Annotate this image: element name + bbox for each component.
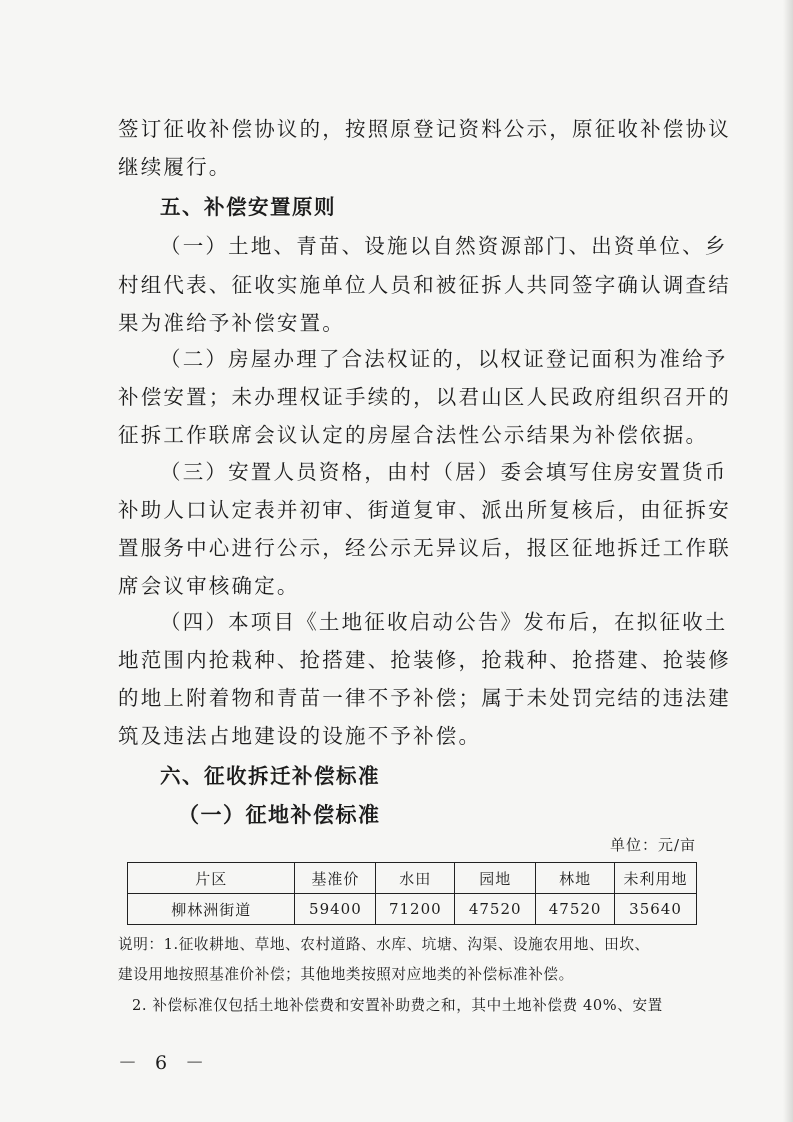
- note-line-3: 2. 补偿标准仅包括土地补偿费和安置补助费之和，其中土地补偿费 40%、安置: [132, 997, 663, 1014]
- table-header-cell: 片区: [128, 863, 295, 894]
- table-cell: 35640: [615, 894, 697, 925]
- table-row: [128, 894, 697, 925]
- table-header-cell: 水田: [376, 863, 455, 894]
- table-header-cell: 未利用地: [615, 863, 697, 894]
- section-6-heading: 六、征收拆迁补偿标准: [160, 764, 380, 788]
- body-line-1: 签订征收补偿协议的，按照原登记资料公示，原征收补偿协议: [118, 117, 731, 141]
- table-header-cell: 基准价: [295, 863, 376, 894]
- s5-p4-line-4: 筑及违法占地建设的设施不予补偿。: [118, 724, 482, 748]
- table-header-cell: 园地: [455, 863, 536, 894]
- table-cell: 59400: [295, 894, 376, 925]
- s5-p2-line-2: 补偿安置；未办理权证手续的，以君山区人民政府组织召开的: [118, 385, 731, 409]
- s5-p4-line-3: 的地上附着物和青苗一律不予补偿；属于未处罚完结的违法建: [118, 686, 731, 710]
- s5-p4-line-1: （四）本项目《土地征收启动公告》发布后，在拟征收土: [160, 610, 728, 634]
- section-5-heading: 五、补偿安置原则: [160, 195, 336, 219]
- s5-p1-line-3: 果为准给予补偿安置。: [118, 311, 345, 335]
- s5-p2-line-1: （二）房屋办理了合法权证的，以权证登记面积为准给予: [160, 347, 728, 371]
- table-header-cell: 林地: [536, 863, 615, 894]
- note-line-1: 说明：1.征收耕地、草地、农村道路、水库、坑塘、沟渠、设施农用地、田坎、: [118, 936, 650, 953]
- table-header-row: [128, 863, 697, 894]
- table-cell: 47520: [455, 894, 536, 925]
- s5-p3-line-1: （三）安置人员资格，由村（居）委会填写住房安置货币: [160, 460, 728, 484]
- table-cell: 71200: [376, 894, 455, 925]
- compensation-table: [127, 862, 697, 925]
- scan-edge-shadow: [783, 0, 793, 1122]
- s5-p3-line-2: 补助人口认定表并初审、街道复审、派出所复核后，由征拆安: [118, 498, 731, 522]
- s5-p4-line-2: 地范围内抢栽种、抢搭建、抢装修，抢栽种、抢搭建、抢装修: [118, 648, 731, 672]
- s5-p1-line-2: 村组代表、征收实施单位人员和被征拆人共同签字确认调查结: [118, 273, 731, 297]
- body-line-2: 继续履行。: [118, 155, 232, 179]
- table-cell: 柳林洲街道: [128, 894, 295, 925]
- table-cell: 47520: [536, 894, 615, 925]
- s5-p3-line-4: 席会议审核确定。: [118, 574, 300, 598]
- table-unit-label: 单位：元/亩: [609, 836, 696, 854]
- s5-p3-line-3: 置服务中心进行公示，经公示无异议后，报区征地拆迁工作联: [118, 536, 731, 560]
- s5-p2-line-3: 征拆工作联席会议认定的房屋合法性公示结果为补偿依据。: [118, 423, 709, 447]
- section-6-sub-1-heading: （一）征地补偿标准: [178, 803, 381, 827]
- s5-p1-line-1: （一）土地、青苗、设施以自然资源部门、出资单位、乡: [160, 234, 728, 258]
- page-number: － 6 －: [118, 1052, 211, 1074]
- note-line-2: 建设用地按照基准价补偿；其他地类按照对应地类的补偿标准补偿。: [118, 966, 574, 983]
